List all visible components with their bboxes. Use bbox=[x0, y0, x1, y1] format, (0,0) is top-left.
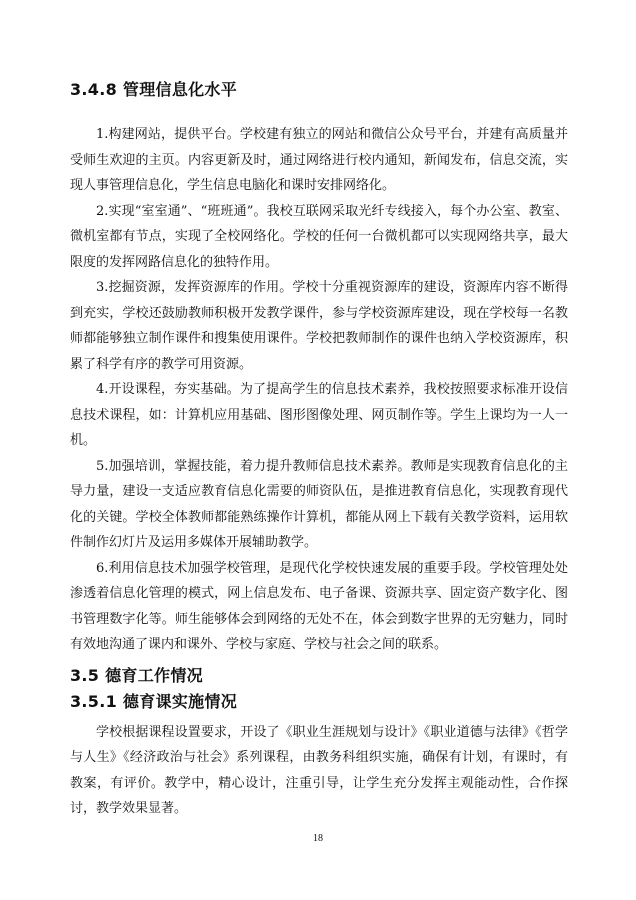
heading-3-5: 3.5 德育工作情况 bbox=[70, 665, 203, 685]
paragraph-3: 3.挖掘资源，发挥资源库的作用。学校十分重视资源库的建设，资源库内容不断得到充实，学校还鼓励教师积极开发教学课件，参与学校资源库建设，现在学校每一名教师都能够独立制作课件和搜集使用课件。学校把教师制作的课件也纳入学校资源库，积累了科学有序的教学可用资源。 bbox=[70, 280, 568, 372]
page-number: 18 bbox=[313, 833, 323, 844]
paragraph-6: 6.利用信息技术加强学校管理，是现代化学校快速发展的重要手段。学校管理处处渗透着信息化管理的模式，网上信息发布、电子备课、资源共享、固定资产数字化、图书管理数字化等。师生能够体会到网络的无处不在，体会到数字世界的无穷魅力，同时有效地沟通了课内和课外、学校与家庭、学校与社会之间的联系。 bbox=[70, 560, 568, 652]
paragraph-2: 2.实现“室室通”、“班班通”。我校互联网采取光纤专线接入，每个办公室、教室、微机室都有节点，实现了全校网络化。学校的任何一台微机都可以实现网络共享，最大限度的发挥网路信息化的独特作用。 bbox=[70, 203, 568, 270]
page-content bbox=[70, 78, 568, 822]
paragraph-4: 4.开设课程，夯实基础。为了提高学生的信息技术素养，我校按照要求标准开设信息技术课程，如：计算机应用基础、图形图像处理、网页制作等。学生上课均为一人一机。 bbox=[70, 382, 568, 448]
paragraph-moral-education: 学校根据课程设置要求，开设了《职业生涯规划与设计》《职业道德与法律》《哲学与人生》《经济政治与社会》系列课程，由教务科组织实施，确保有计划，有课时，有教案，有评价。教学中，精心设计，注重引导，让学生充分发挥主观能动性，合作探讨，教学效果显著。 bbox=[70, 724, 568, 816]
heading-3-4-8: 3.4.8 管理信息化水平 bbox=[70, 80, 238, 99]
heading-3-5-1: 3.5.1 德育课实施情况 bbox=[70, 691, 238, 711]
paragraph-5: 5.加强培训，掌握技能，着力提升教师信息技术素养。教师是实现教育信息化的主导力量，建设一支适应教育信息化需要的师资队伍，是推进教育信息化，实现教育现代化的关键。学校全体教师都能熟练操作计算机，都能从网上下载有关教学资料，运用软件制作幻灯片及运用多媒体开展辅助教学。 bbox=[70, 458, 568, 550]
paragraph-1: 1.构建网站，提供平台。学校建有独立的网站和微信公众号平台，并建有高质量并受师生欢迎的主页。内容更新及时，通过网络进行校内通知，新闻发布，信息交流，实现人事管理信息化，学生信息电脑化和课时安排网络化。 bbox=[70, 127, 568, 193]
